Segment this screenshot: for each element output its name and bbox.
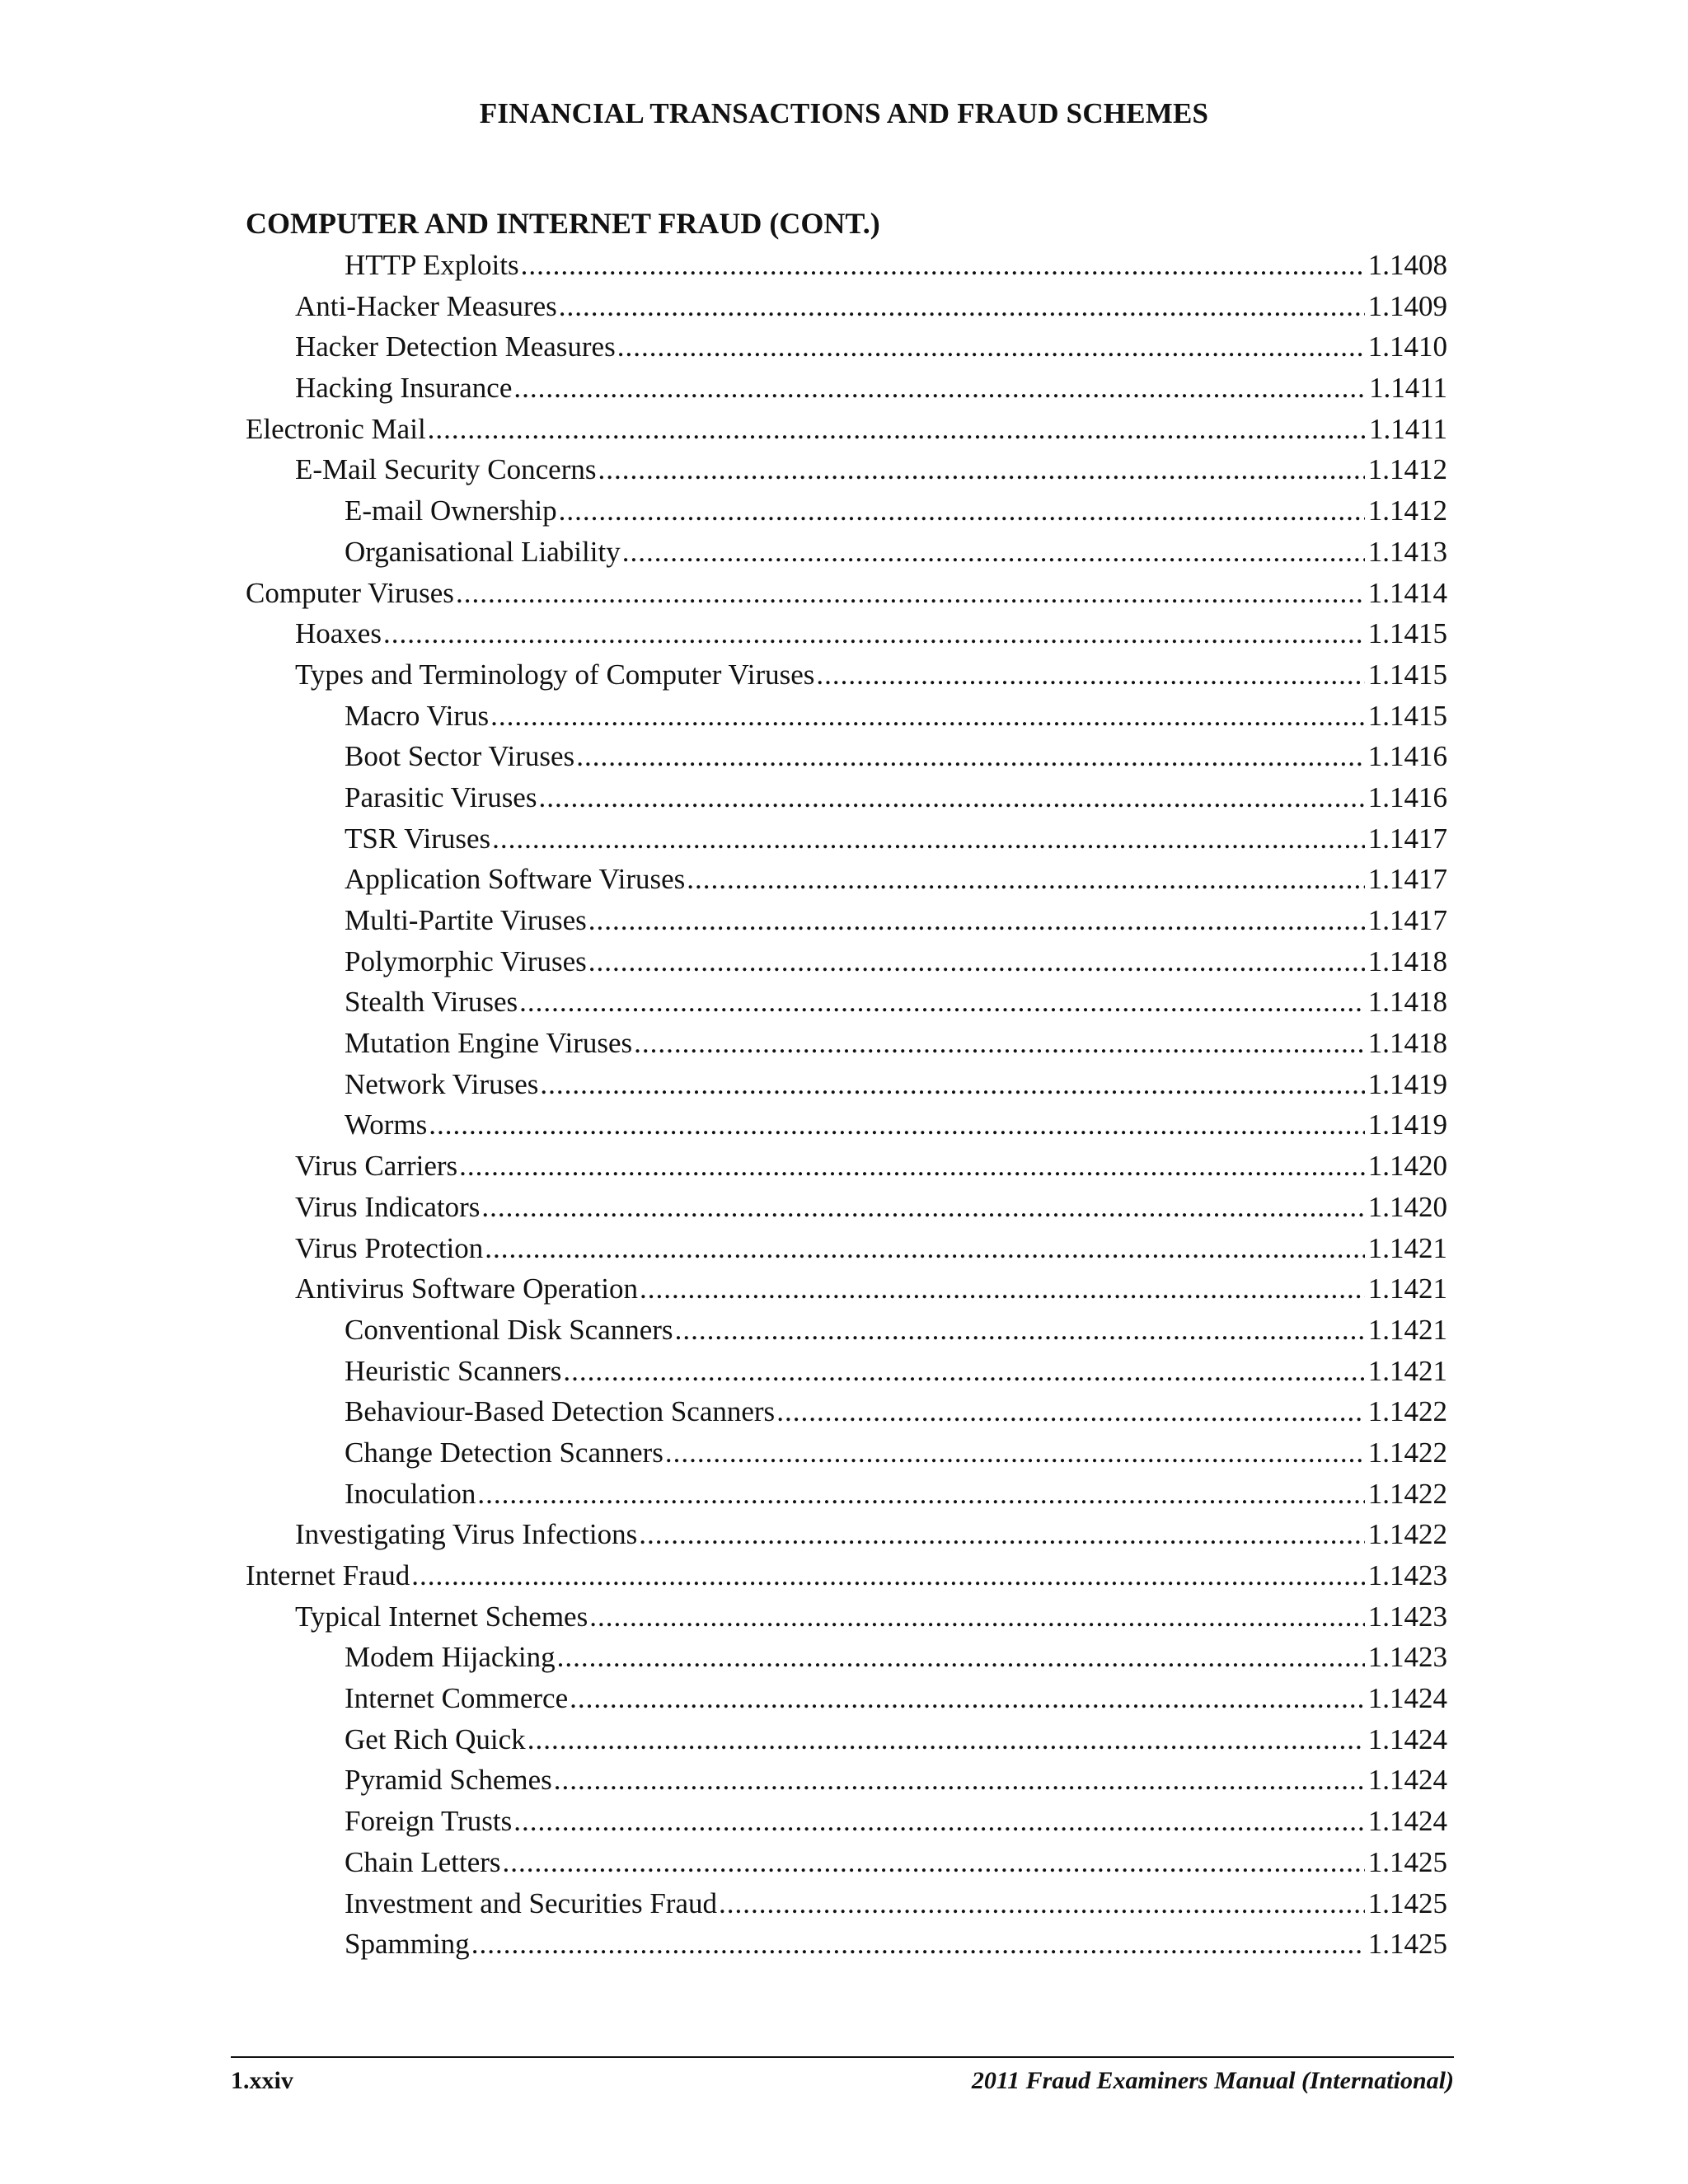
toc-entry-label: Boot Sector Viruses (345, 740, 575, 773)
toc-entry-page-number: 1.1423 (1367, 1600, 1447, 1633)
toc-dot-leader (485, 1232, 1364, 1265)
toc-entry-page-number: 1.1409 (1367, 289, 1447, 322)
toc-entry (246, 1314, 1447, 1355)
toc-entry-label: Parasitic Viruses (345, 780, 537, 813)
toc-entry (246, 740, 1447, 781)
toc-entry-page-number: 1.1423 (1367, 1559, 1447, 1591)
toc-entry (246, 290, 1447, 331)
toc-entry-label: Modem Hijacking (345, 1641, 556, 1674)
toc-dot-leader (816, 658, 1364, 691)
toc-dot-leader (776, 1395, 1365, 1428)
table-of-contents (246, 249, 1447, 1969)
toc-entry (246, 945, 1447, 987)
toc-dot-leader (559, 290, 1365, 323)
toc-dot-leader (563, 1355, 1364, 1388)
toc-entry-label: Hoaxes (295, 617, 382, 650)
toc-dot-leader (570, 1682, 1365, 1715)
footer-publication-title: 2011 Fraud Examiners Manual (International) (971, 2067, 1454, 2094)
toc-entry-page-number: 1.1412 (1367, 453, 1447, 486)
toc-entry-page-number: 1.1422 (1367, 1436, 1447, 1469)
toc-dot-leader (589, 1601, 1365, 1633)
toc-entry-page-number: 1.1415 (1367, 617, 1447, 650)
toc-entry-label: Conventional Disk Scanners (345, 1313, 673, 1346)
toc-entry-page-number: 1.1418 (1367, 1027, 1447, 1060)
toc-entry (246, 1682, 1447, 1723)
toc-entry (246, 823, 1447, 864)
toc-entry-label: Antivirus Software Operation (295, 1272, 639, 1305)
toc-entry (246, 536, 1447, 577)
toc-entry-label: Organisational Liability (345, 535, 621, 568)
toc-entry (246, 1641, 1447, 1682)
toc-entry-label: Types and Terminology of Computer Viruses (295, 658, 815, 691)
toc-dot-leader (490, 700, 1365, 733)
toc-dot-leader (622, 536, 1365, 569)
toc-entry (246, 1518, 1447, 1559)
toc-entry-page-number: 1.1420 (1367, 1150, 1447, 1183)
toc-entry-page-number: 1.1422 (1367, 1477, 1447, 1510)
toc-entry-page-number: 1.1414 (1367, 576, 1447, 609)
toc-entry-page-number: 1.1411 (1369, 372, 1447, 405)
toc-entry-label: Macro Virus (345, 699, 490, 732)
toc-entry-page-number: 1.1421 (1367, 1231, 1447, 1264)
toc-entry-label: Typical Internet Schemes (295, 1600, 588, 1633)
toc-entry-page-number: 1.1412 (1367, 494, 1447, 527)
toc-entry (246, 330, 1447, 372)
toc-entry-label: Virus Protection (295, 1231, 484, 1264)
footer-divider (231, 2056, 1454, 2058)
toc-dot-leader (559, 494, 1365, 527)
toc-entry-page-number: 1.1424 (1367, 1805, 1447, 1838)
toc-entry-label: Chain Letters (345, 1845, 501, 1878)
toc-entry-label: Mutation Engine Viruses (345, 1027, 633, 1060)
toc-entry (246, 700, 1447, 741)
toc-dot-leader (640, 1272, 1365, 1305)
toc-entry-page-number: 1.1408 (1367, 249, 1447, 281)
toc-entry (246, 1232, 1447, 1273)
toc-entry (246, 986, 1447, 1027)
toc-entry (246, 1027, 1447, 1068)
toc-entry (246, 904, 1447, 945)
toc-dot-leader (521, 249, 1365, 282)
toc-dot-leader (513, 372, 1366, 405)
page-header-title: FINANCIAL TRANSACTIONS AND FRAUD SCHEMES (479, 97, 1209, 129)
toc-entry (246, 1395, 1447, 1436)
toc-dot-leader (477, 1478, 1364, 1511)
toc-entry (246, 1559, 1447, 1601)
toc-dot-leader (519, 986, 1365, 1019)
toc-entry-page-number: 1.1415 (1367, 699, 1447, 732)
toc-dot-leader (456, 577, 1365, 610)
footer-page-number: 1.xxiv (231, 2067, 293, 2094)
toc-entry (246, 372, 1447, 413)
toc-entry-label: Internet Fraud (246, 1559, 410, 1591)
toc-entry (246, 1764, 1447, 1805)
toc-entry (246, 1272, 1447, 1314)
toc-entry-label: Investment and Securities Fraud (345, 1886, 717, 1919)
toc-dot-leader (634, 1027, 1365, 1060)
toc-entry (246, 658, 1447, 700)
toc-entry-label: TSR Viruses (345, 822, 491, 855)
toc-entry (246, 781, 1447, 823)
toc-entry (246, 577, 1447, 618)
toc-entry-page-number: 1.1417 (1367, 863, 1447, 896)
toc-dot-leader (503, 1846, 1365, 1879)
toc-entry (246, 617, 1447, 658)
toc-entry-page-number: 1.1416 (1367, 740, 1447, 773)
toc-entry-label: Application Software Viruses (345, 863, 686, 896)
toc-entry-label: Stealth Viruses (345, 986, 518, 1019)
toc-entry-page-number: 1.1419 (1367, 1067, 1447, 1100)
toc-dot-leader (528, 1723, 1365, 1756)
toc-dot-leader (429, 1108, 1365, 1141)
toc-entry (246, 1601, 1447, 1642)
toc-dot-leader (675, 1314, 1365, 1347)
toc-dot-leader (471, 1928, 1365, 1961)
toc-entry-page-number: 1.1418 (1367, 944, 1447, 977)
toc-entry-label: Foreign Trusts (345, 1805, 513, 1838)
toc-entry-label: Hacker Detection Measures (295, 330, 616, 363)
section-title: COMPUTER AND INTERNET FRAUD (CONT.) (246, 207, 880, 240)
toc-dot-leader (719, 1887, 1365, 1920)
toc-dot-leader (588, 904, 1365, 937)
toc-entry-label: Anti-Hacker Measures (295, 289, 557, 322)
toc-entry-page-number: 1.1421 (1367, 1313, 1447, 1346)
toc-dot-leader (665, 1436, 1365, 1469)
toc-entry-page-number: 1.1423 (1367, 1641, 1447, 1674)
toc-entry-label: Computer Viruses (246, 576, 454, 609)
toc-entry (246, 453, 1447, 494)
toc-dot-leader (617, 330, 1365, 363)
toc-entry-label: Internet Commerce (345, 1682, 569, 1715)
toc-dot-leader (411, 1559, 1365, 1592)
toc-entry-page-number: 1.1421 (1367, 1354, 1447, 1387)
toc-dot-leader (554, 1764, 1365, 1797)
toc-entry-label: Virus Carriers (295, 1150, 458, 1183)
toc-dot-leader (459, 1150, 1365, 1183)
toc-entry-label: HTTP Exploits (345, 249, 519, 281)
toc-dot-leader (540, 1068, 1364, 1101)
toc-entry (246, 494, 1447, 536)
toc-entry-page-number: 1.1418 (1367, 986, 1447, 1019)
toc-entry-page-number: 1.1420 (1367, 1190, 1447, 1223)
toc-entry-label: Change Detection Scanners (345, 1436, 663, 1469)
toc-entry-page-number: 1.1417 (1367, 904, 1447, 936)
toc-entry (246, 1068, 1447, 1109)
toc-entry-page-number: 1.1424 (1367, 1682, 1447, 1715)
toc-entry (246, 1436, 1447, 1478)
toc-dot-leader (481, 1191, 1364, 1224)
toc-entry-label: Pyramid Schemes (345, 1764, 552, 1797)
toc-entry-page-number: 1.1421 (1367, 1272, 1447, 1305)
toc-entry-page-number: 1.1410 (1367, 330, 1447, 363)
toc-entry (246, 1723, 1447, 1765)
toc-entry-page-number: 1.1424 (1367, 1722, 1447, 1755)
toc-dot-leader (576, 740, 1365, 773)
toc-entry-label: Hacking Insurance (295, 372, 513, 405)
toc-entry (246, 1478, 1447, 1519)
toc-entry-page-number: 1.1417 (1367, 822, 1447, 855)
toc-entry-label: Network Viruses (345, 1067, 539, 1100)
toc-dot-leader (598, 453, 1364, 486)
toc-entry-page-number: 1.1411 (1369, 412, 1447, 445)
toc-entry-label: Investigating Virus Infections (295, 1518, 638, 1551)
toc-entry-label: Electronic Mail (246, 412, 426, 445)
toc-entry (246, 1805, 1447, 1846)
toc-entry (246, 249, 1447, 290)
toc-entry (246, 413, 1447, 454)
toc-dot-leader (687, 863, 1364, 896)
toc-entry-page-number: 1.1422 (1367, 1395, 1447, 1428)
toc-dot-leader (557, 1641, 1365, 1674)
toc-entry-page-number: 1.1425 (1367, 1886, 1447, 1919)
toc-dot-leader (588, 945, 1365, 978)
toc-dot-leader (538, 781, 1364, 814)
toc-entry (246, 1150, 1447, 1191)
toc-entry-label: E-mail Ownership (345, 494, 557, 527)
toc-entry (246, 1108, 1447, 1150)
toc-dot-leader (639, 1518, 1365, 1551)
toc-dot-leader (428, 413, 1366, 446)
toc-dot-leader (492, 823, 1365, 855)
toc-entry-label: Inoculation (345, 1477, 476, 1510)
toc-entry-label: Behaviour-Based Detection Scanners (345, 1395, 776, 1428)
toc-entry-page-number: 1.1413 (1367, 535, 1447, 568)
toc-entry-page-number: 1.1422 (1367, 1518, 1447, 1551)
toc-entry-page-number: 1.1425 (1367, 1928, 1447, 1961)
toc-entry (246, 1191, 1447, 1232)
toc-entry (246, 1846, 1447, 1887)
toc-entry-label: Polymorphic Viruses (345, 944, 587, 977)
toc-entry-label: Spamming (345, 1928, 470, 1961)
toc-entry-page-number: 1.1419 (1367, 1108, 1447, 1141)
toc-entry-label: Heuristic Scanners (345, 1354, 562, 1387)
toc-entry-page-number: 1.1416 (1367, 780, 1447, 813)
toc-entry (246, 1355, 1447, 1396)
toc-dot-leader (383, 617, 1365, 650)
toc-entry (246, 1928, 1447, 1969)
toc-entry (246, 1887, 1447, 1929)
toc-entry-label: E-Mail Security Concerns (295, 453, 597, 486)
toc-entry (246, 863, 1447, 904)
toc-entry-label: Multi-Partite Viruses (345, 904, 587, 936)
toc-entry-label: Virus Indicators (295, 1190, 481, 1223)
toc-entry-label: Worms (345, 1108, 428, 1141)
toc-entry-page-number: 1.1415 (1367, 658, 1447, 691)
toc-entry-label: Get Rich Quick (345, 1722, 526, 1755)
toc-dot-leader (513, 1805, 1364, 1838)
toc-entry-page-number: 1.1425 (1367, 1845, 1447, 1878)
toc-entry-page-number: 1.1424 (1367, 1764, 1447, 1797)
